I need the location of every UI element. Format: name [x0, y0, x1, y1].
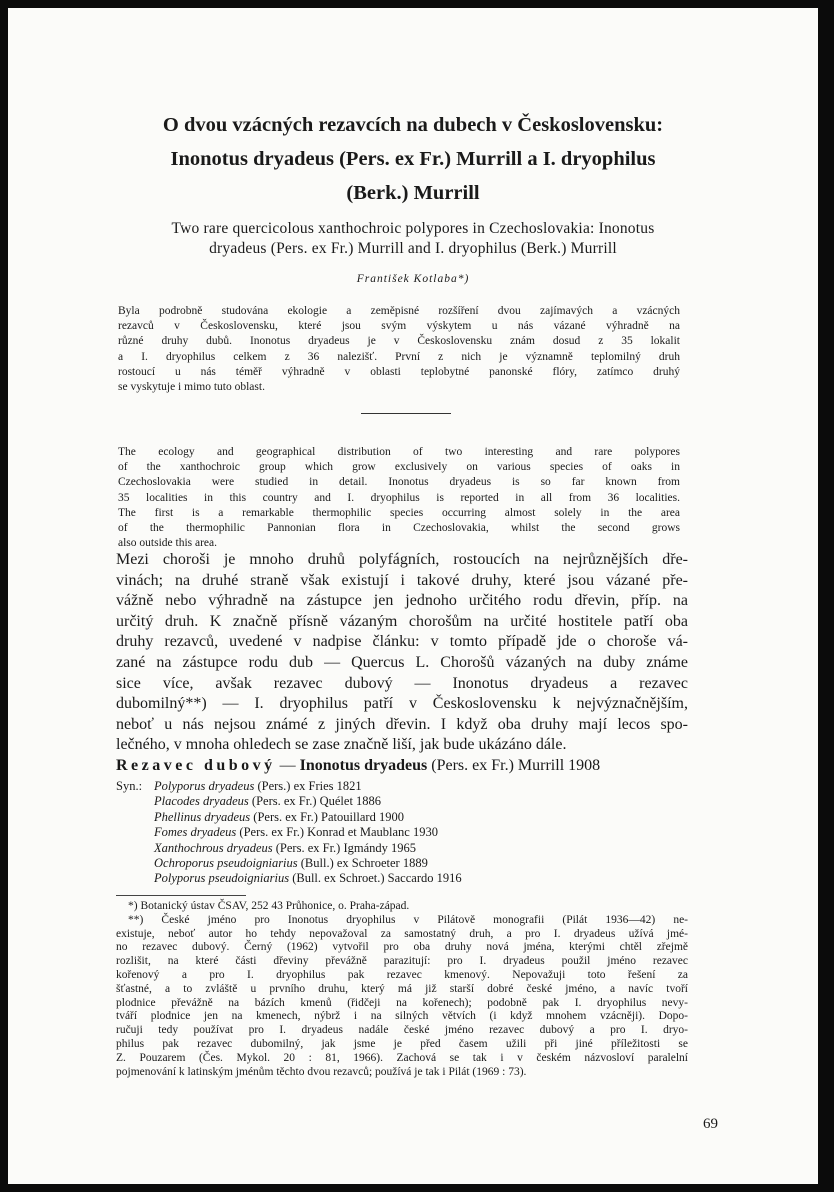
synonym-name: Ochroporus pseudoigniarius [154, 856, 298, 871]
abstract-line: 35 localities in this country and I. dryophilus is reported in all from 36 localities. [118, 491, 680, 504]
body-line: druhy rezavců, uvedené v nadpise článku: v tomto případě jde o choroše vá- [116, 633, 688, 651]
synonyms-label: Syn.: [116, 779, 143, 793]
body-line: určitý druh. K značně přísně vázaným chorošům na určité hostitele patří oba [116, 612, 688, 630]
synonym-name: Polyporus pseudoigniarius [154, 871, 290, 886]
title-line: (Berk.) Murrill [346, 182, 480, 204]
title-line: Inonotus dryadeus (Pers. ex Fr.) Murrill a I. dryophilus [170, 148, 656, 170]
synonym-row [116, 856, 462, 871]
synonym-row [116, 841, 462, 856]
body-line: vinách; na druhé straně však existují i takové druhy, které jsou vázané pře- [116, 571, 688, 589]
abstract-line: The ecology and geographical distribution of two interesting and rare polypores [118, 446, 680, 458]
page-number: 69 [703, 1116, 718, 1132]
footnote-line: *) Botanický ústav ČSAV, 252 43 Průhonice, o. Praha-západ. [128, 900, 410, 912]
synonym-list [116, 779, 462, 887]
synonym-authority: (Pers. ex Fr.) Igmándy 1965 [275, 840, 417, 855]
abstract-line: rezavců v Československu, které jsou svým výskytem u nás vázané výhradně na [118, 320, 680, 333]
synonym-row [116, 779, 462, 794]
footnote-line: pojmenování k latinským jménům těchto dvou rezavců; používá je tak i Pilát (1969 : 73). [116, 1065, 527, 1078]
body-paragraph [116, 550, 688, 756]
footnote-line: Z. Pouzarem (Čes. Mykol. 20 : 81, 1966). Zachová se tak i v českém názvosloví paralelní [116, 1051, 688, 1064]
title-line: O dvou vzácných rezavcích na dubech v Československu: [162, 114, 664, 136]
synonym-authority: (Bull. ex Schroet.) Saccardo 1916 [292, 871, 462, 886]
footnote-line: **) České jméno pro Inonotus dryophilus v Pilátově monografii (Pilát 1936—42) ne- [128, 913, 688, 926]
body-line: sice více, avšak rezavec dubový — Inonotus dryadeus a rezavec [116, 674, 688, 692]
footnotes [116, 900, 688, 1079]
english-abstract [118, 445, 680, 551]
synonym-name: Fomes dryadeus [154, 825, 237, 840]
czech-abstract [118, 304, 680, 395]
author: František Kotlaba*) [356, 273, 470, 285]
english-title-line: dryadeus (Pers. ex Fr.) Murrill and I. dryophilus (Berk.) Murrill [209, 240, 617, 257]
footnote-line: philus pak rezavec dubomilný, jak jsme je před časem užili při jiné příležitosti se [116, 1037, 688, 1050]
section-latin-name: Inonotus dryadeus [299, 757, 428, 774]
section-heading [116, 757, 696, 775]
footnote-line: ručuji tedy používat pro I. dryadeus nadále české jméno rezavec dubový a pro I. dryo- [116, 1024, 688, 1037]
body-line: vážně nebo výhradně na zástupce jen jednoho určitého rodu dřevin, příp. na [116, 592, 688, 610]
body-line: neboť u nás nejsou známé z jiných dřevin. I když oba druhy mají lecos spo- [116, 715, 688, 733]
article-title [68, 108, 758, 210]
footnote-line: rozlišit, na které části dřeviny převážně parazitují: pro I. dryadeus použil jméno rezavec [116, 955, 688, 968]
synonym-row [116, 871, 462, 886]
synonym-authority: (Pers. ex Fr.) Konrad et Maublanc 1930 [239, 825, 438, 840]
synonym-name: Xanthochrous dryadeus [154, 840, 273, 855]
body-line: lečného, v mnoha ohledech se zase značně liší, jak bude ukázáno dále. [116, 736, 567, 754]
section-authority: (Pers. ex Fr.) Murrill 1908 [431, 757, 601, 774]
abstract-line: se vyskytuje i mimo tuto oblast. [118, 381, 265, 394]
body-line: Mezi choroši je mnoho druhů polyfágních, rostoucích na nejrůznějších dře- [116, 551, 688, 568]
abstract-divider [361, 413, 451, 414]
abstract-line: of the thermophilic Pannonian flora in Czechoslovakia, whilst the second grows [118, 522, 680, 535]
section-dash: — [279, 757, 296, 774]
synonym-name: Polyporus dryadeus [154, 779, 255, 793]
synonym-row [116, 810, 462, 825]
abstract-line: a I. dryophilus celkem z 36 nalezišť. První z nich je významně teplomilný druh [118, 350, 680, 363]
body-line: dubomilný**) — I. dryophilus patří v Československu k nejvýznačnějším, [116, 695, 688, 713]
footnote-line: existuje, neboť autor ho tehdy nepovažoval za samostatný druh, a pro I. dryadeus užívá jmé- [116, 927, 688, 940]
synonym-authority: (Pers. ex Fr.) Quélet 1886 [251, 794, 382, 809]
abstract-line: Czechoslovakia were studied in detail. Inonotus dryadeus is so far known from [118, 476, 680, 489]
synonym-row [116, 794, 462, 809]
synonym-name: Phellinus dryadeus [154, 809, 251, 824]
section-czech-name: Rezavec dubový [116, 757, 276, 774]
abstract-line: Byla podrobně studována ekologie a zeměpisné rozšíření dvou zajímavých a vzácných [118, 305, 680, 317]
english-title-line: Two rare quercicolous xanthochroic polypores in Czechoslovakia: Inonotus [171, 220, 655, 237]
synonym-row [116, 825, 462, 840]
synonym-authority: (Pers.) ex Fries 1821 [257, 779, 362, 793]
paper-page [8, 8, 818, 1184]
synonym-authority: (Bull.) ex Schroeter 1889 [300, 856, 428, 871]
abstract-line: of the xanthochroic group which grow exclusively on various species of oaks in [118, 461, 680, 474]
abstract-line: různé druhy dubů. Inonotus dryadeus je v Československu znám dosud z 35 lokalit [118, 335, 680, 348]
footnote-line: plodnice převážně na bázích kmenů (řidčeji na kořenech); podobně pak I. dryophilus nevy- [116, 996, 688, 1009]
footnote-line: šťastné, a to zvláště u prvního druhu, který má již starší dobré české jméno, a navíc tvoří [116, 982, 688, 995]
footnote-line: tváří plodnice jen na kmenech, nýbrž i na silných větvích (i když mnohem vzácněji). Dopo- [116, 1010, 688, 1023]
synonym-authority: (Pers. ex Fr.) Patouillard 1900 [253, 809, 404, 824]
english-title [76, 219, 750, 259]
synonym-name: Placodes dryadeus [154, 794, 249, 809]
abstract-line: also outside this area. [118, 537, 218, 550]
footnote-rule [116, 895, 246, 896]
abstract-line: The first is a remarkable thermophilic species occurring almost solely in the area [118, 506, 680, 519]
abstract-line: rostoucí u nás téměř výhradně v oblasti teplobytné panonské flóry, zatímco druhý [118, 365, 680, 378]
footnote-line: no rezavec dubový. Černý (1962) vytvořil pro oba druhy nová jména, kterými chtěl zřejmě [116, 941, 688, 954]
footnote-line: kořenový a pro I. dryophilus pak rezavec kmenový. Nepovažuji toto řešení za [116, 968, 688, 981]
body-line: zané na zástupce rodu dub — Quercus L. Chorošů vázaných na duby známe [116, 653, 688, 671]
